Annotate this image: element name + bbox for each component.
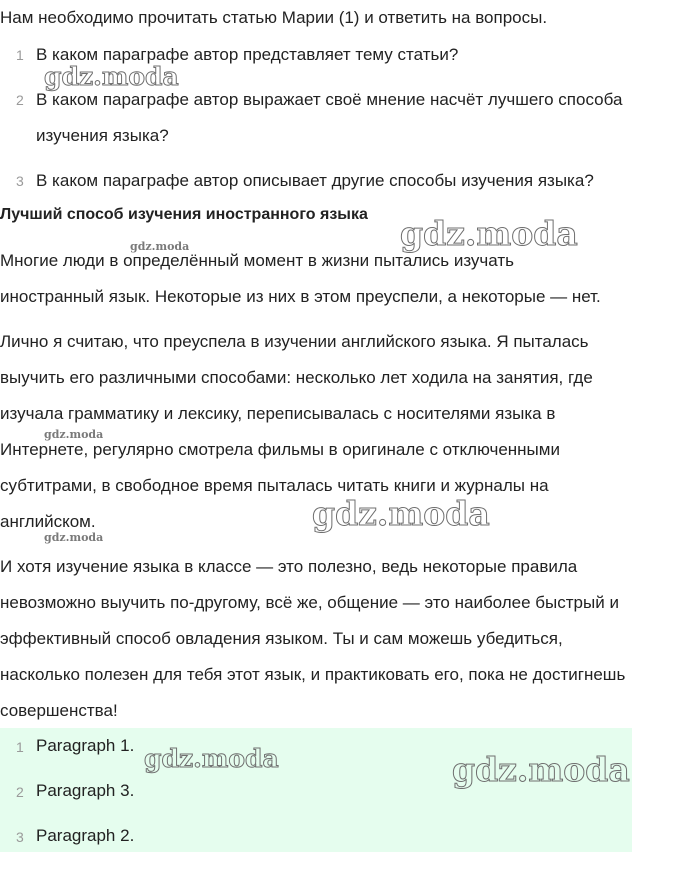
article-line: английском. — [0, 512, 96, 531]
article-line: Лично я считаю, что преуспела в изучении английского языка. Я пыталась — [0, 332, 589, 351]
watermark: gdz.moda — [44, 428, 104, 441]
watermark: gdz.moda — [312, 494, 490, 533]
answer-number: 3 — [16, 829, 24, 845]
question-text: В каком параграфе автор представляет тему статьи? — [36, 45, 459, 64]
answer-text: Paragraph 1. — [36, 736, 135, 755]
answer-box — [0, 728, 632, 852]
article-line: насколько полезен для тебя этот язык, и практиковать его, пока не достигнешь — [0, 665, 626, 684]
answer-text: Paragraph 2. — [36, 826, 135, 845]
answer-number: 2 — [16, 784, 24, 800]
intro-text: Нам необходимо прочитать статью Марии (1) и ответить на вопросы. — [0, 8, 548, 27]
question-number: 3 — [16, 173, 24, 189]
article-line: изучала грамматику и лексику, переписывалась с носителями языка в — [0, 404, 556, 423]
article-line: субтитрами, в свободное время пыталась читать книги и журналы на — [0, 476, 549, 495]
article-line: Многие люди в определённый момент в жизни пытались изучать — [0, 251, 515, 270]
question-text: изучения языка? — [36, 126, 169, 145]
article-line: иностранный язык. Некоторые из них в этом преуспели, а некоторые — нет. — [0, 287, 601, 306]
watermark: gdz.moda — [400, 214, 578, 253]
watermark: gdz.moda — [130, 240, 190, 253]
article-line: совершенства! — [0, 701, 118, 720]
article-title: Лучший способ изучения иностранного языка — [0, 206, 368, 223]
question-number: 2 — [16, 92, 24, 108]
watermark: gdz.moda — [44, 531, 104, 544]
watermark: gdz.moda — [44, 62, 179, 91]
article-line: Интернете, регулярно смотрела фильмы в оригинале с отключенными — [0, 440, 560, 459]
article-line: выучить его различными способами: несколько лет ходила на занятия, где — [0, 368, 593, 387]
question-text: В каком параграфе автор выражает своё мнение насчёт лучшего способа — [36, 90, 623, 109]
watermark: gdz.moda — [144, 744, 279, 773]
watermark: gdz.moda — [452, 750, 630, 789]
article-line: невозможно выучить по-другому, всё же, общение — это наиболее быстрый и — [0, 593, 619, 612]
answer-text: Paragraph 3. — [36, 781, 135, 800]
answer-number: 1 — [16, 739, 24, 755]
article-line: И хотя изучение языка в классе — это полезно, ведь некоторые правила — [0, 557, 578, 576]
question-text: В каком параграфе автор описывает другие способы изучения языка? — [36, 171, 594, 190]
question-number: 1 — [16, 47, 24, 63]
article-line: эффективный способ овладения языком. Ты и сам можешь убедиться, — [0, 629, 563, 648]
